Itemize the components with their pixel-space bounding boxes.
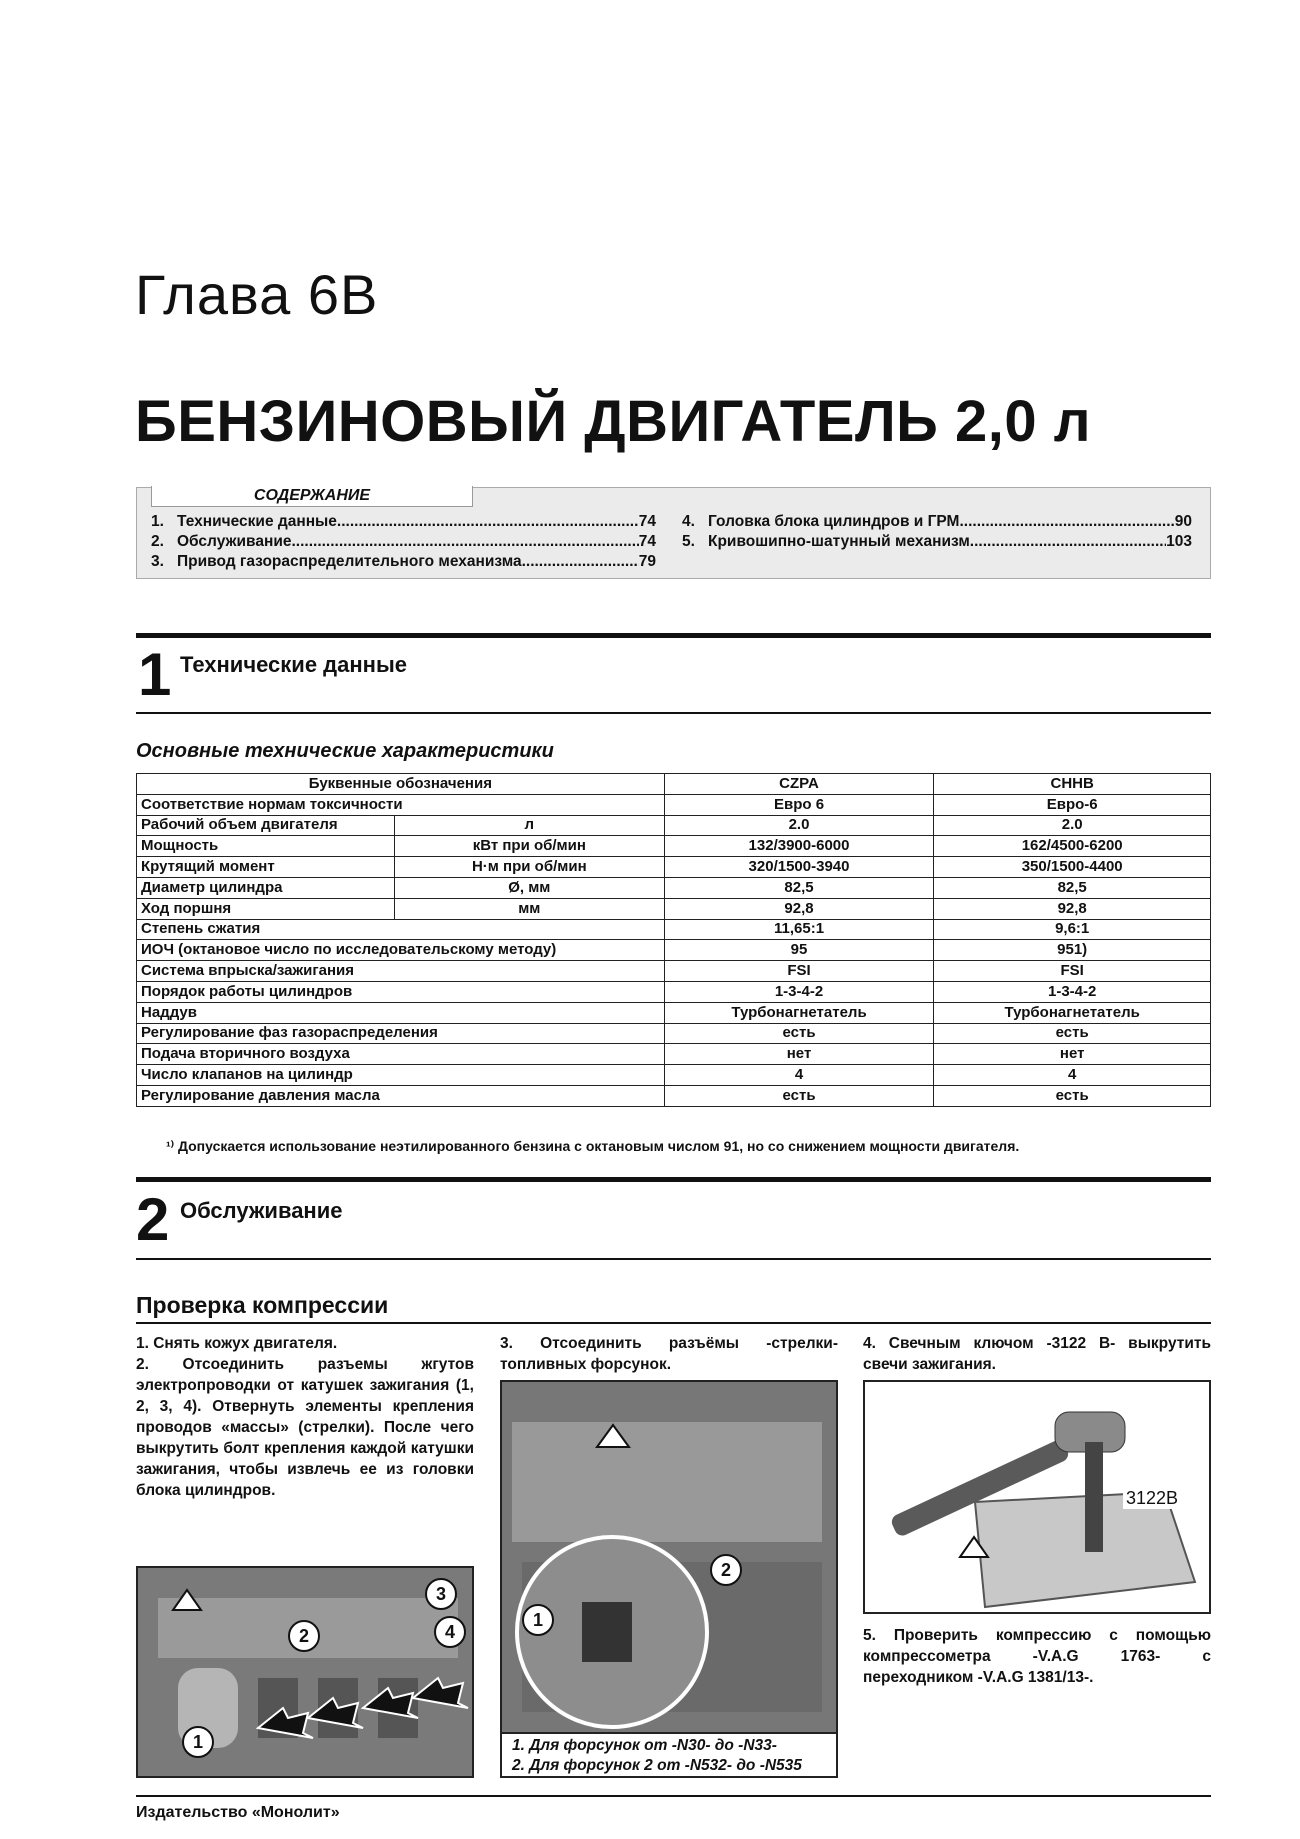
toc-item-page: 103: [1166, 533, 1192, 550]
footer-rule: [136, 1795, 1211, 1797]
toc-item-page: 74: [638, 533, 656, 550]
table-cell: 350/1500-4400: [934, 857, 1211, 878]
toc-item[interactable]: [151, 512, 656, 532]
section-rule: [136, 633, 1211, 638]
toc-item[interactable]: [682, 512, 1192, 532]
table-cell: Мощность: [137, 836, 395, 857]
table-cell: есть: [664, 1023, 934, 1044]
table-cell: 4: [664, 1065, 934, 1086]
toc-item-page: 79: [638, 553, 656, 570]
table-cell: нет: [664, 1044, 934, 1065]
table-cell: Рабочий объем двигателя: [137, 815, 395, 836]
table-cell: Диаметр цилиндра: [137, 877, 395, 898]
table-cell: 4: [934, 1065, 1211, 1086]
table-row: [137, 1023, 1211, 1044]
section-rule-bottom: [136, 1258, 1211, 1260]
table-cell: нет: [934, 1044, 1211, 1065]
engine-injectors-illustration: [502, 1382, 836, 1732]
table-cell: Н·м при об/мин: [394, 857, 664, 878]
toc-heading: СОДЕРЖАНИЕ: [151, 486, 473, 507]
table-row: [137, 877, 1211, 898]
compression-col3-text: 4. Свечным ключом -3122 В- выкрутить свечи зажигания.: [863, 1335, 1211, 1373]
table-cell: 2.0: [664, 815, 934, 836]
publisher-name: Издательство «Монолит»: [136, 1804, 340, 1821]
toc-item-label: Привод газораспределительного механизма: [177, 553, 522, 570]
chapter-label: Глава 6В: [135, 263, 379, 326]
table-cell: л: [394, 815, 664, 836]
callout-badge: 1: [522, 1604, 554, 1636]
engine-injectors-photo: [500, 1380, 838, 1734]
table-cell: 1-3-4-2: [934, 981, 1211, 1002]
table-row: [137, 981, 1211, 1002]
toc-item-num: 4.: [682, 513, 695, 530]
table-cell: 95: [664, 940, 934, 961]
table-row: [137, 940, 1211, 961]
table-row: [137, 898, 1211, 919]
toc-dots: [291, 532, 638, 552]
table-cell: Порядок работы цилиндров: [137, 981, 665, 1002]
table-row: [137, 1065, 1211, 1086]
table-cell: 11,65:1: [664, 919, 934, 940]
table-cell: Турбонагнетатель: [934, 1002, 1211, 1023]
toc-item[interactable]: [151, 532, 656, 552]
table-cell: Степень сжатия: [137, 919, 665, 940]
toc-item-label: Кривошипно-шатунный механизм: [708, 533, 970, 550]
table-cell: Ø, мм: [394, 877, 664, 898]
section-title: Технические данные: [180, 652, 407, 677]
table-header-cell: CHHB: [934, 774, 1211, 795]
table-row: [137, 1044, 1211, 1065]
table-cell: Соответствие нормам токсичности: [137, 794, 665, 815]
table-cell: Регулирование давления масла: [137, 1085, 665, 1106]
toc-item[interactable]: [151, 552, 656, 572]
tool-label: 3122B: [1123, 1488, 1181, 1509]
table-cell: FSI: [934, 961, 1211, 982]
spark-plug-tool-photo: [863, 1380, 1211, 1614]
table-cell: есть: [664, 1085, 934, 1106]
toc-item[interactable]: [682, 532, 1192, 552]
table-cell: 92,8: [664, 898, 934, 919]
callout-badge: 2: [710, 1554, 742, 1586]
table-cell: Число клапанов на цилиндр: [137, 1065, 665, 1086]
table-cell: 132/3900-6000: [664, 836, 934, 857]
table-cell: 82,5: [664, 877, 934, 898]
toc-column-right: [682, 512, 1192, 552]
section-rule: [136, 1177, 1211, 1182]
table-cell: Система впрыска/зажигания: [137, 961, 665, 982]
toc-dots: [522, 552, 639, 572]
table-cell: Подача вторичного воздуха: [137, 1044, 665, 1065]
table-cell: ИОЧ (октановое число по исследовательскому методу): [137, 940, 665, 961]
table-cell: 9,6:1: [934, 919, 1211, 940]
table-row: [137, 919, 1211, 940]
table-row: [137, 836, 1211, 857]
compression-col2-text: 3. Отсоединить разъёмы -стрелки- топливных форсунок.: [500, 1335, 838, 1373]
table-cell: FSI: [664, 961, 934, 982]
callout-badge: 1: [182, 1726, 214, 1758]
table-cell: 951): [934, 940, 1211, 961]
table-cell: Турбонагнетатель: [664, 1002, 934, 1023]
table-header-cell: Буквенные обозначения: [137, 774, 665, 795]
table-cell: Регулирование фаз газораспределения: [137, 1023, 665, 1044]
table-row: [137, 857, 1211, 878]
table-row: [137, 1085, 1211, 1106]
subheading-rule: [136, 1322, 1211, 1324]
table-cell: Евро-6: [934, 794, 1211, 815]
spec-subheading: Основные технические характеристики: [136, 740, 554, 762]
callout-badge: 2: [288, 1620, 320, 1652]
table-row: [137, 961, 1211, 982]
table-cell: мм: [394, 898, 664, 919]
table-cell: Крутящий момент: [137, 857, 395, 878]
table-row: [137, 794, 1211, 815]
callout-badge: 4: [434, 1616, 466, 1648]
table-row: [137, 1002, 1211, 1023]
table-cell: Ход поршня: [137, 898, 395, 919]
engine-coils-photo: [136, 1566, 474, 1778]
compression-col1-text: 1. Снять кожух двигателя. 2. Отсоединить разъемы жгутов электропроводки от катушек зажигания (1, 2, 3, 4). Отвернуть элементы крепления проводов «массы» (стрелки). После чего выкрутить болт крепления каждой катушки зажигания, чтобы извлечь ее из головки блока цилиндров.: [136, 1335, 474, 1499]
toc-dots: [959, 512, 1174, 532]
toc-item-label: Головка блока цилиндров и ГРМ: [708, 513, 960, 530]
section-title: Обслуживание: [180, 1198, 343, 1223]
table-cell: 320/1500-3940: [664, 857, 934, 878]
toc-item-label: Обслуживание: [177, 533, 292, 550]
toc-dots: [337, 512, 639, 532]
table-cell: 2.0: [934, 815, 1211, 836]
table-cell: 1-3-4-2: [664, 981, 934, 1002]
footnote: ¹⁾ Допускается использование неэтилированного бензина с октановым числом 91, но со снижением мощности двигателя.: [166, 1138, 1020, 1154]
caption-line: 2. Для форсунок 2 от -N532- до -N535: [512, 1757, 802, 1774]
injectors-caption: [500, 1734, 838, 1778]
callout-badge: 3: [425, 1578, 457, 1610]
page-title: БЕНЗИНОВЫЙ ДВИГАТЕЛЬ 2,0 л: [135, 389, 1092, 454]
table-cell: есть: [934, 1085, 1211, 1106]
table-cell: 162/4500-6200: [934, 836, 1211, 857]
table-cell: Наддув: [137, 1002, 665, 1023]
table-of-contents: [136, 487, 1211, 579]
toc-item-num: 1.: [151, 513, 164, 530]
toc-item-num: 2.: [151, 533, 164, 550]
section-number: 1: [138, 641, 172, 708]
section-rule-bottom: [136, 712, 1211, 714]
toc-item-page: 74: [638, 513, 656, 530]
toc-column-left: [151, 512, 656, 572]
toc-item-label: Технические данные: [177, 513, 337, 530]
toc-item-page: 90: [1174, 513, 1192, 530]
compression-heading: Проверка компрессии: [136, 1292, 389, 1318]
table-cell: кВт при об/мин: [394, 836, 664, 857]
table-header-row: [137, 774, 1211, 795]
spec-table: [136, 773, 1211, 1107]
table-cell: 92,8: [934, 898, 1211, 919]
table-row: [137, 815, 1211, 836]
toc-dots: [970, 532, 1166, 552]
caption-line: 1. Для форсунок от -N30- до -N33-: [512, 1737, 777, 1754]
table-cell: Евро 6: [664, 794, 934, 815]
compression-step5-text: 5. Проверить компрессию с помощью компрессометра -V.A.G 1763- с переходником -V.A.G 1381/13-.: [863, 1627, 1211, 1686]
table-cell: 82,5: [934, 877, 1211, 898]
section-number: 2: [136, 1186, 170, 1253]
table-cell: есть: [934, 1023, 1211, 1044]
table-header-cell: CZPA: [664, 774, 934, 795]
toc-item-num: 3.: [151, 553, 164, 570]
toc-item-num: 5.: [682, 533, 695, 550]
